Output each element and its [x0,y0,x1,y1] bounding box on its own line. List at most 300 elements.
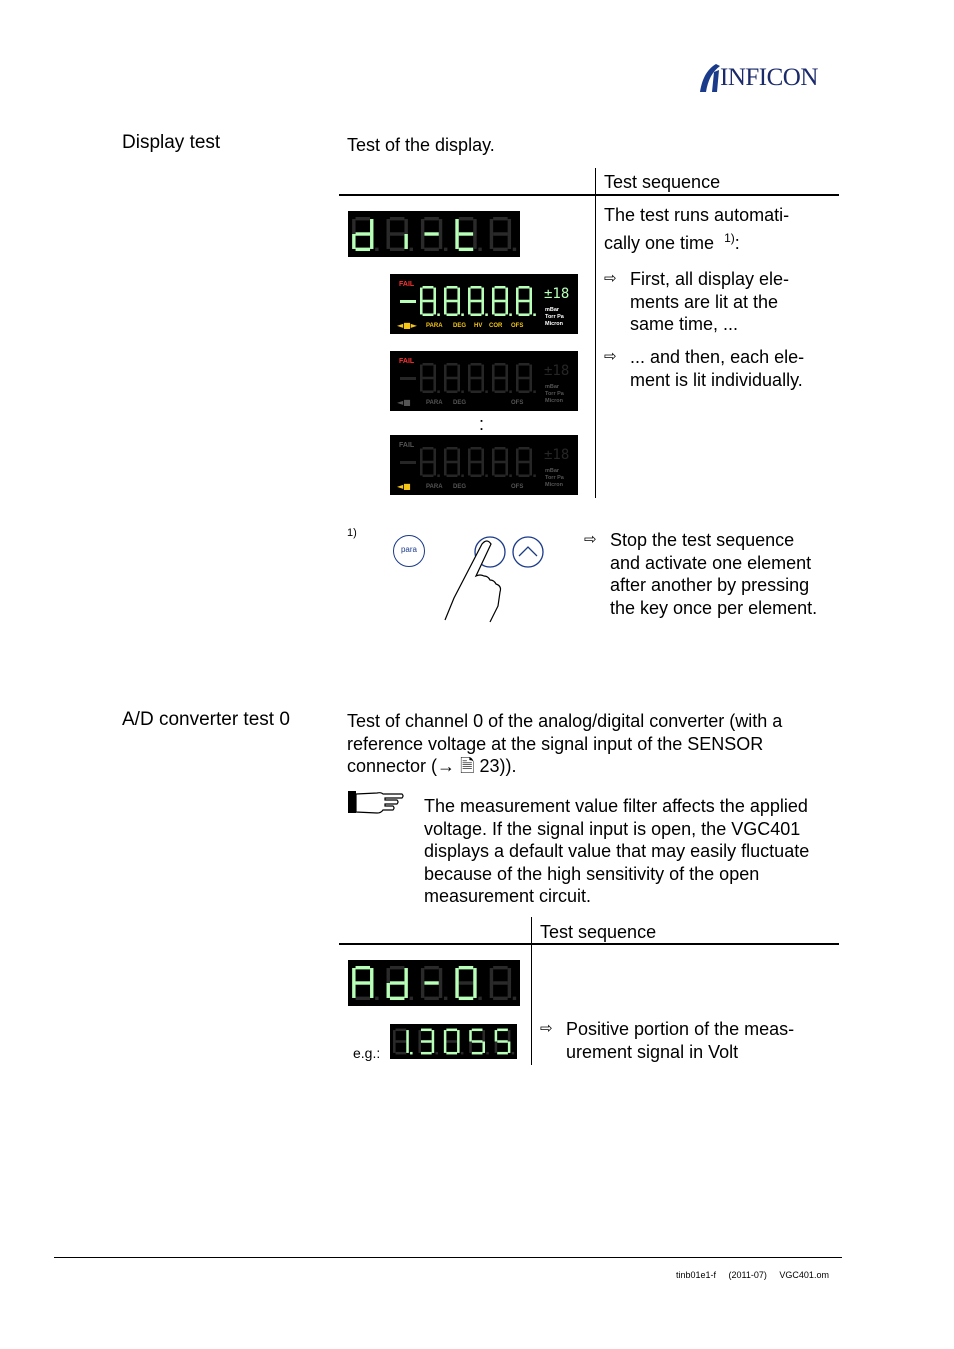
segment-dp [486,1052,489,1055]
segment-f [490,968,493,983]
segment-c [505,301,508,314]
key-press-illustration [440,530,550,630]
segment-a [421,1029,432,1032]
segment-f [420,365,423,378]
segment-e [421,983,424,998]
segment-dp [485,474,488,477]
up-key [513,537,543,567]
auto-run-line2 [604,227,834,255]
segment-b [370,968,373,983]
footer-file: VGC401.om [779,1270,829,1280]
segment-c [529,378,532,391]
panel-minus-segment [400,300,416,303]
segment-f [495,1030,498,1041]
segment-e [444,462,447,475]
right-arrow-icon: ⇨ [540,1020,553,1037]
pointing-hand-icon [445,541,501,622]
panel-unit-label: Micron [545,321,564,327]
segment-g [424,981,439,984]
segment-dp [533,313,536,316]
segment-e [516,301,519,314]
segment-dp [533,390,536,393]
segment-d [423,313,434,316]
segment-f [393,1030,396,1041]
brand-logo [696,62,842,94]
segment-b [439,219,442,234]
note-hand-icon [347,788,405,816]
segment-c [508,1042,511,1053]
segment-c [505,462,508,475]
segment-e [490,983,493,998]
segment-e [352,983,355,998]
panel-unit-label: mBar [545,384,560,390]
segment-e [420,378,423,391]
segment-d [519,474,530,477]
ad-step-line: Positive portion of the meas- [566,1019,795,1039]
segment-a [396,1029,407,1032]
segment-e [516,378,519,391]
seven-segment-display-ad0 [348,960,520,1006]
segment-f [516,288,519,301]
para-key-label: para [400,545,417,554]
segment-c [529,462,532,475]
segment-f [492,288,495,301]
stop-line: Stop the test sequence [610,530,795,550]
segment-e [468,378,471,391]
segment-d [493,248,508,251]
segment-dp [513,248,516,251]
segment-e [393,1042,396,1053]
segment-f [418,1030,421,1041]
segment-dp [410,248,413,251]
step1-line: same time, ... [630,314,739,334]
stop-line: the key once per element. [610,597,818,618]
segment-c [404,983,407,998]
segment-f [444,1030,447,1041]
segment-a [459,966,474,969]
segment-e [468,462,471,475]
segment-dp [437,390,440,393]
segment-b [404,968,407,983]
ad-test-intro [347,710,847,778]
auto-run-text [604,204,834,254]
segment-a [423,363,434,366]
segment-f [420,288,423,301]
segment-c [457,301,460,314]
segment-e [444,1042,447,1053]
segment-d [390,248,405,251]
table-column-divider [595,168,596,498]
segment-dp [437,313,440,316]
segment-dp [478,248,481,251]
panel-arrow-indicator: ◄■ [397,398,411,407]
segment-c [482,1042,485,1053]
panel-bottom-label: DEG [453,323,467,329]
panel-exponent: ±18 [544,286,570,302]
segment-g [421,1040,432,1043]
segment-b [457,288,460,301]
segment-d [423,474,434,477]
segment-g [495,461,506,464]
segment-c [433,301,436,314]
panel-bottom-label: DEG [453,484,467,490]
segment-a [459,217,474,220]
segment-e [455,234,458,249]
panel-fail-label: FAIL [399,358,415,365]
panel-display-individual-arrow [390,435,578,495]
segment-f [421,968,424,983]
segment-f [421,219,424,234]
ad-table-header-rule [339,943,839,945]
segment-a [493,966,508,969]
panel-arrow-indicator: ◄■ [397,482,411,491]
segment-b [508,219,511,234]
segment-b [432,1030,435,1041]
segment-g [472,1040,483,1043]
segment-f [516,365,519,378]
segment-g [423,461,434,464]
segment-c [508,234,511,249]
segment-g [423,300,434,303]
segment-c [433,378,436,391]
table-header-rule [339,194,839,196]
segment-b [433,449,436,462]
segment-e [444,301,447,314]
segment-d [356,248,371,251]
table-header-test-sequence: Test sequence [604,172,721,192]
segment-g [424,232,439,235]
segment-g [495,300,506,303]
note-line: The measurement value filter affects the applied [424,796,808,816]
brand-name: INFICON [720,64,818,91]
segment-d [519,313,530,316]
segment-b [481,449,484,462]
segment-c [370,234,373,249]
note-line: voltage. If the signal input is open, the VGC401 [424,818,801,839]
segment-c [439,983,442,998]
segment-a [423,447,434,450]
segment-a [471,363,482,366]
panel-bottom-label: OFS [511,323,524,329]
step1-line: ments are lit at the [630,291,779,312]
panel-bottom-label: PARA [426,400,443,406]
segment-dp [461,390,464,393]
segment-d [390,997,405,1000]
panel-minus-segment [400,377,416,380]
segment-d [446,1052,457,1055]
continuation-colon: : [479,414,485,434]
seven-segment-display-dit [348,211,520,257]
segment-g [471,461,482,464]
example-label: e.g.: [353,1045,381,1061]
segment-f [387,968,390,983]
segment-e [387,234,390,249]
segment-b [457,1030,460,1041]
segment-d [495,390,506,393]
panel-unit-label: mBar [545,307,560,313]
segment-g [356,232,371,235]
segment-dp [478,997,481,1000]
segment-dp [509,474,512,477]
segment-f [468,288,471,301]
segment-f [492,365,495,378]
segment-dp [435,1052,438,1055]
segment-b [505,365,508,378]
panel-unit-label: Torr Pa [545,391,564,397]
segment-b [481,288,484,301]
panel-bottom-label: OFS [511,484,524,490]
right-arrow-icon: ⇨ [604,270,617,287]
segment-g [471,377,482,380]
segment-dp [533,474,536,477]
segment-d [356,997,371,1000]
segment-c [508,983,511,998]
segment-e [352,234,355,249]
segment-g [519,461,530,464]
segment-e [495,1042,498,1053]
segment-g [493,981,508,984]
segment-d [495,313,506,316]
segment-g [390,981,405,984]
panel-bottom-label: PARA [426,484,443,490]
footer-date: (2011-07) [728,1270,767,1280]
segment-a [472,1029,483,1032]
segment-a [424,966,439,969]
segment-g [396,1040,407,1043]
segment-c [473,983,476,998]
segment-c [481,378,484,391]
segment-dp [485,390,488,393]
segment-dp [444,997,447,1000]
segment-f [352,968,355,983]
panel-display-individual-fail [390,351,578,411]
ad-intro-line: Test of channel 0 of the analog/digital converter (with a [347,711,783,731]
segment-e [420,301,423,314]
segment-e [468,301,471,314]
auto-run-line1: The test runs automati- [604,205,790,225]
segment-e [516,462,519,475]
panel-bottom-label: PARA [426,323,443,329]
segment-b [481,365,484,378]
panel-unit-label: Torr Pa [545,475,564,481]
segment-d [471,474,482,477]
segment-d [497,1052,508,1055]
segment-d [472,1052,483,1055]
segment-c [432,1042,435,1053]
segment-b [457,365,460,378]
segment-e [418,1042,421,1053]
segment-c [481,462,484,475]
segment-f [352,219,355,234]
segment-b [505,449,508,462]
segment-a [447,363,458,366]
ad-intro-line: reference voltage at the signal input of the SENSOR [347,733,764,754]
section-label-display-test: Display test [122,132,221,153]
segment-g [493,232,508,235]
right-arrow-icon: ⇨ [584,531,597,548]
seven-segment-display-example [390,1024,517,1059]
segment-g [495,377,506,380]
segment-dp [375,997,378,1000]
para-key[interactable] [393,535,425,567]
segment-c [529,301,532,314]
segment-g [519,377,530,380]
footnote-marker: 1) [347,527,357,539]
note-line: because of the high sensitivity of the open [424,863,760,884]
segment-b [406,1030,409,1041]
footer-doc-id: tinb01e1-f [676,1270,717,1280]
segment-d [421,1052,432,1055]
segment-b [505,288,508,301]
segment-dp [444,248,447,251]
segment-dp [410,1052,413,1055]
segment-a [519,286,530,289]
segment-e [421,234,424,249]
segment-b [457,449,460,462]
segment-c [370,983,373,998]
step2-line: ment is lit individually. [630,369,803,390]
segment-a [423,286,434,289]
panel-unit-label: Micron [545,482,564,488]
segment-a [390,217,405,220]
segment-d [495,474,506,477]
segment-d [447,390,458,393]
panel-fail-label: FAIL [399,281,415,288]
segment-dp [461,474,464,477]
segment-f [455,219,458,234]
panel-exponent: ±18 [544,447,570,463]
segment-dp [485,313,488,316]
segment-g [471,300,482,303]
segment-a [446,1029,457,1032]
segment-f [444,365,447,378]
segment-c [457,462,460,475]
segment-b [482,1030,485,1041]
segment-f [469,1030,472,1041]
section-label-ad-test: A/D converter test 0 [122,709,290,730]
segment-b [529,365,532,378]
segment-f [516,449,519,462]
panel-display-all-lit [390,274,578,334]
segment-a [495,447,506,450]
segment-a [471,447,482,450]
display-test-intro: Test of the display. [347,135,495,155]
stop-line: and activate one element [610,552,812,573]
segment-e [469,1042,472,1053]
segment-d [519,390,530,393]
segment-a [356,966,371,969]
segment-a [493,217,508,220]
segment-g [356,981,371,984]
segment-a [519,447,530,450]
chevron-up-icon [519,547,537,556]
segment-f [444,449,447,462]
segment-c [473,234,476,249]
segment-b [433,288,436,301]
segment-e [490,234,493,249]
panel-bottom-label: HV [474,323,483,329]
segment-d [396,1052,407,1055]
segment-dp [513,997,516,1000]
segment-b [529,288,532,301]
segment-c [439,234,442,249]
panel-bottom-label: DEG [453,400,467,406]
segment-dp [461,1052,464,1055]
segment-d [447,474,458,477]
panel-fail-label: FAIL [399,442,415,449]
segment-d [471,390,482,393]
panel-unit-label: Micron [545,398,564,404]
ad-table-column-divider [531,917,532,1065]
footer-info [676,1270,829,1280]
segment-g [423,377,434,380]
segment-dp [509,390,512,393]
stop-line: after another by pressing [610,575,810,595]
footnote-ref: 1) [724,230,735,245]
segment-g [446,1040,457,1043]
segment-b [370,219,373,234]
panel-bottom-label: OFS [511,400,524,406]
ad-step-line: urement signal in Volt [566,1041,739,1062]
segment-b [473,968,476,983]
ad-intro-line: connector (→ 🗎 23)). [347,756,517,776]
right-arrow-icon: ⇨ [604,348,617,365]
panel-unit-label: mBar [545,468,560,474]
segment-a [519,363,530,366]
segment-dp [509,313,512,316]
segment-b [508,1030,511,1041]
ad-table-header-test-sequence: Test sequence [540,922,657,942]
segment-c [505,378,508,391]
segment-a [495,286,506,289]
segment-f [468,449,471,462]
segment-d [447,313,458,316]
auto-run-colon: : [734,232,740,253]
segment-c [433,462,436,475]
segment-e [492,301,495,314]
segment-g [447,300,458,303]
segment-a [447,286,458,289]
segment-b [529,449,532,462]
segment-g [390,232,405,235]
segment-g [447,461,458,464]
segment-b [439,968,442,983]
segment-c [481,301,484,314]
segment-c [404,234,407,249]
segment-e [444,378,447,391]
segment-d [493,997,508,1000]
segment-a [497,1029,508,1032]
segment-e [420,462,423,475]
panel-minus-segment [400,461,416,464]
segment-b [508,968,511,983]
segment-d [423,390,434,393]
segment-f [455,968,458,983]
segment-a [390,966,405,969]
note-line: displays a default value that may easily fluctuate [424,841,810,861]
segment-b [404,219,407,234]
segment-d [424,248,439,251]
segment-a [447,447,458,450]
segment-d [459,248,474,251]
segment-g [459,981,474,984]
panel-bottom-label: COR [489,323,503,329]
step1-line: First, all display ele- [630,269,790,289]
segment-a [424,217,439,220]
segment-e [387,983,390,998]
segment-c [406,1042,409,1053]
segment-a [356,217,371,220]
